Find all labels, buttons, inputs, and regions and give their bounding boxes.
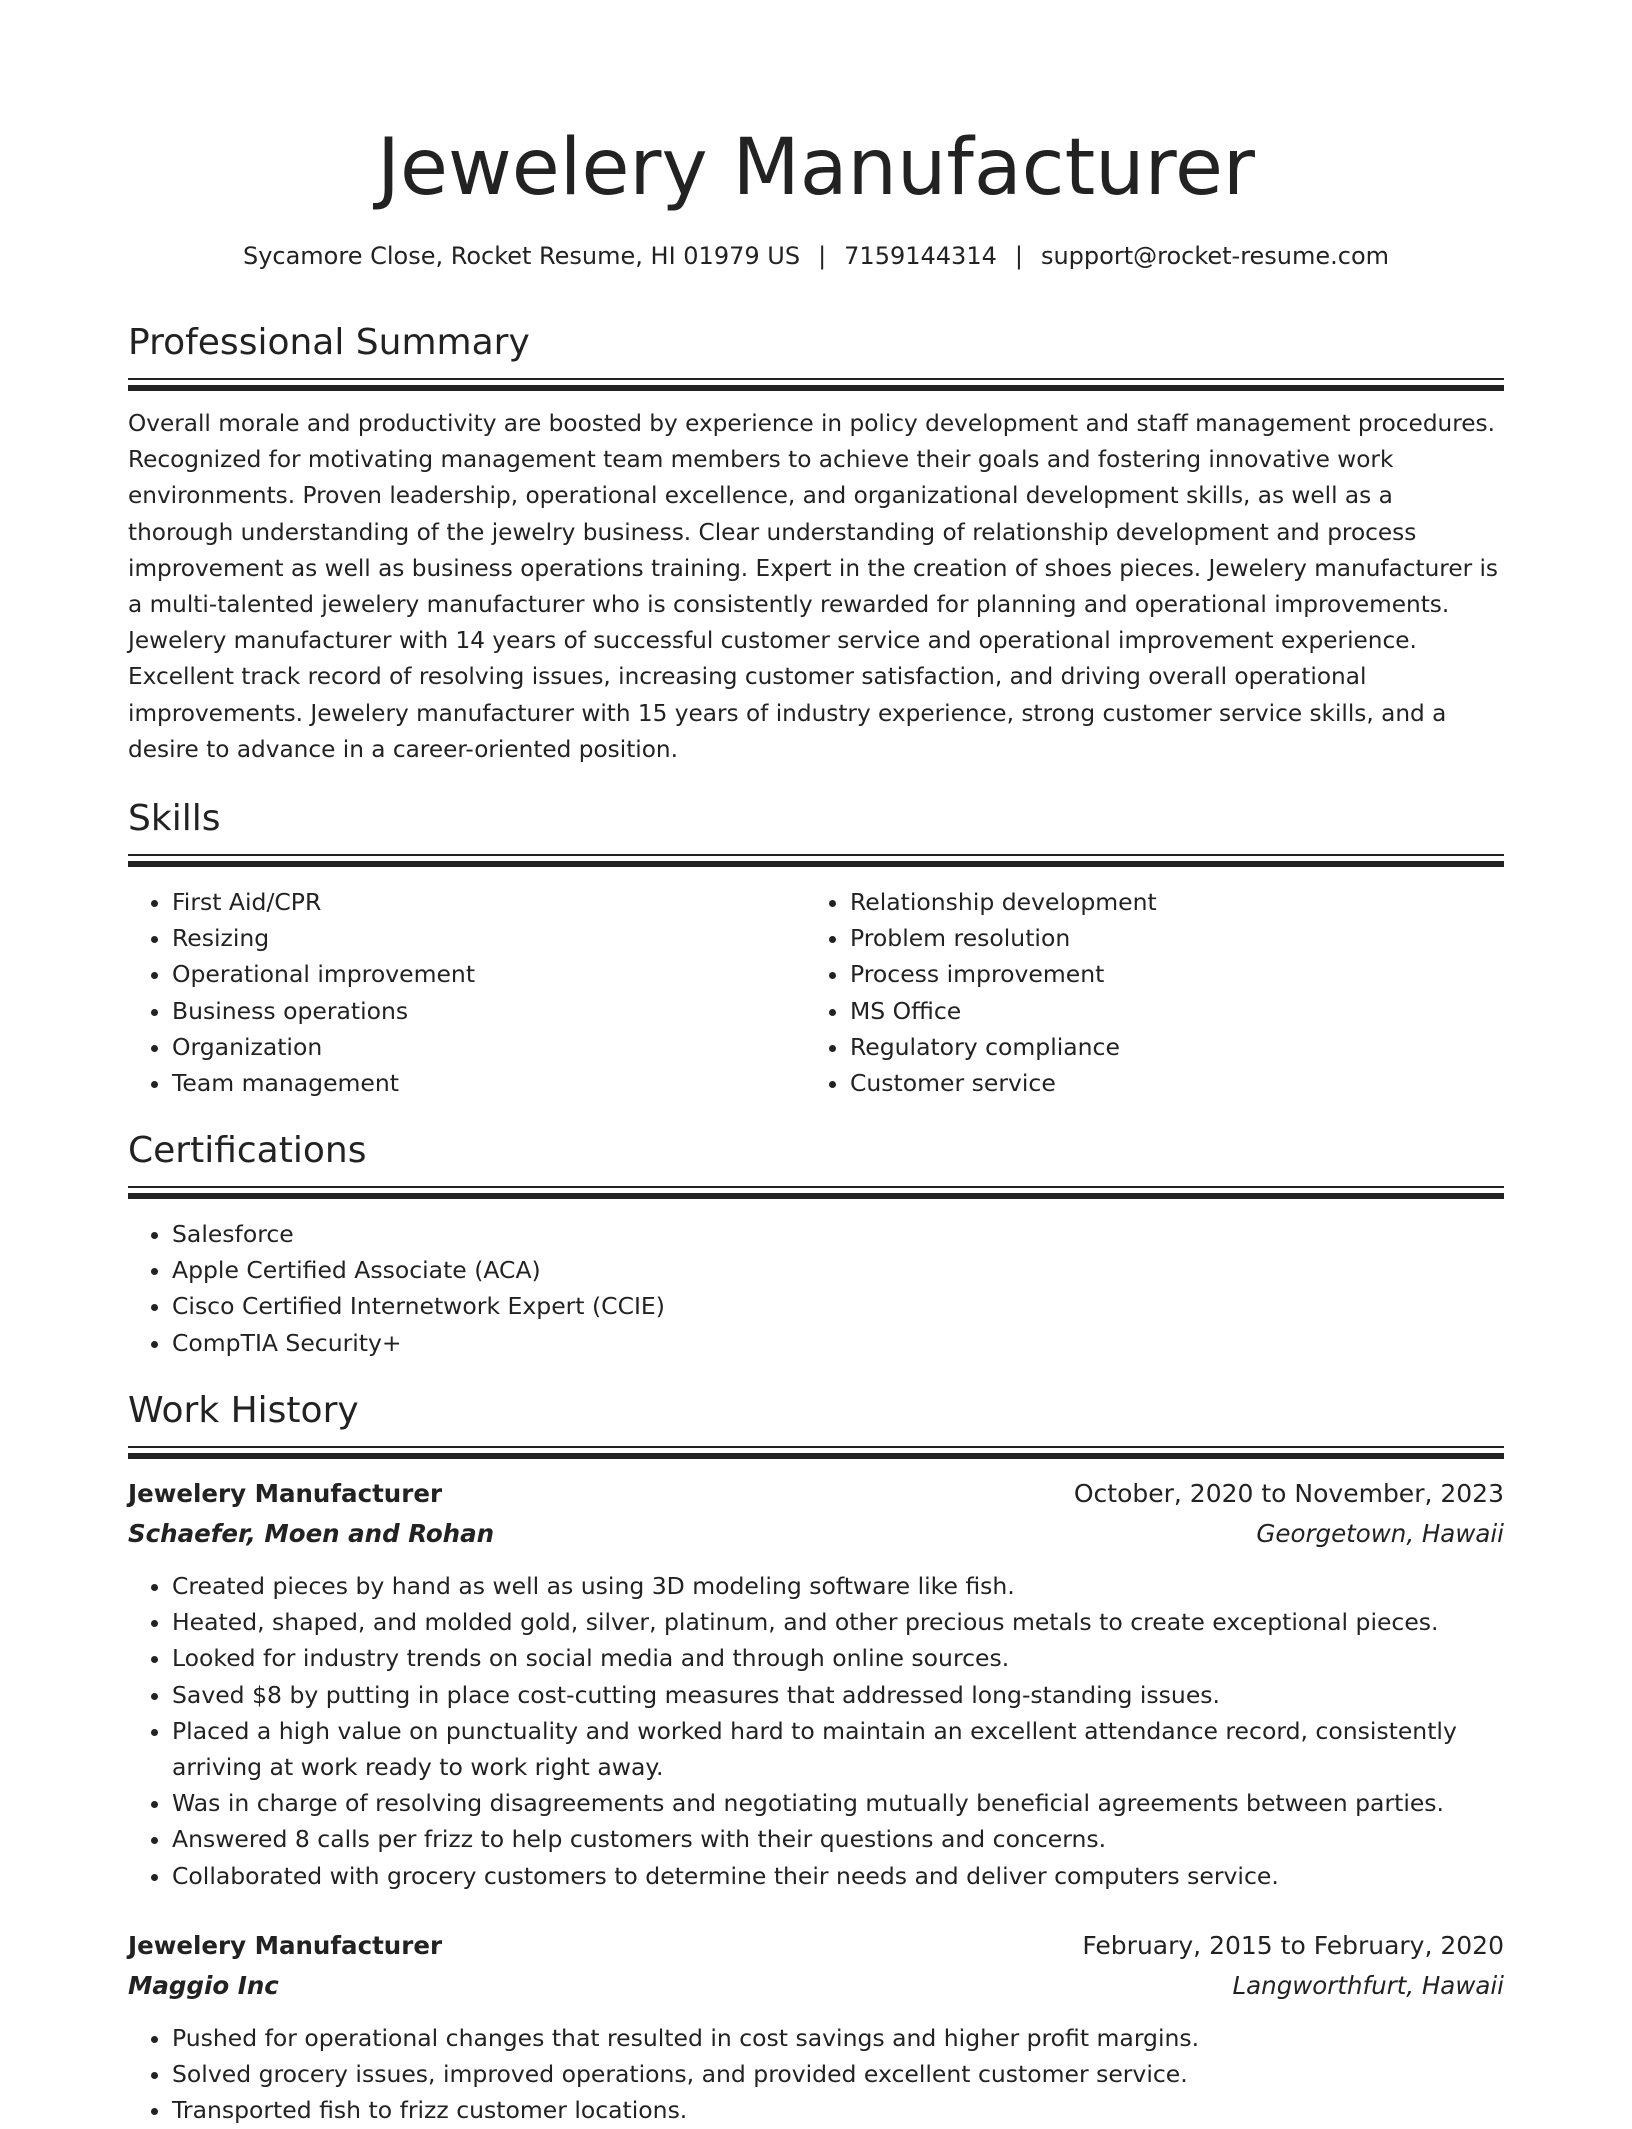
job-location: Georgetown, Hawaii [1256, 1519, 1504, 1548]
job-company: Schaefer, Moen and Rohan [128, 1519, 495, 1548]
job-duty: • Answered 8 calls per frizz to help customers with their questions and concerns. [172, 1821, 1504, 1857]
job-title: Jewelery Manufacturer [128, 1931, 443, 1960]
certification-item: • Cisco Certified Internetwork Expert (CCIE) [172, 1288, 1504, 1324]
skills-left-list [128, 884, 808, 1101]
contact-email: support@rocket-resume.com [1040, 242, 1390, 270]
skill-item: • Regulatory compliance [850, 1029, 1486, 1065]
job-duty: • Saved $8 by putting in place cost-cutting measures that addressed long-standing issues. [172, 1677, 1504, 1713]
job-duty: • Was in charge of resolving disagreements and negotiating mutually beneficial agreements between parties. [172, 1785, 1504, 1821]
job-bullets [128, 2020, 1504, 2129]
job-duty: • Pushed for operational changes that resulted in cost savings and higher profit margins. [172, 2020, 1504, 2056]
job-duty: • Transported fish to frizz customer locations. [172, 2092, 1504, 2128]
section-divider [128, 378, 1504, 389]
summary-text: Overall morale and productivity are boosted by experience in policy development and staff management procedures. Recognized for motivating management team members to achieve their goals and fostering innovative work environments. Proven leadership, operational excellence, and organizational development skills, as well as a thorough understanding of the jewelry business. Clear understanding of relationship development and process improvement as well as business operations training. Expert in the creation of shoes pieces. Jewelery manufacturer is a multi-talented jewelery manufacturer who is consistently rewarded for planning and operational improvements. Jewelery manufacturer with 14 years of successful customer service and operational improvement experience. Excellent track record of resolving issues, increasing customer satisfaction, and driving overall operational improvements. Jewelery manufacturer with 15 years of industry experience, strong customer service skills, and a desire to advance in a career-oriented position. [128, 410, 1499, 763]
certifications-block [128, 1216, 1504, 1361]
job-dates: February, 2015 to February, 2020 [1082, 1931, 1504, 1960]
job-duty: • Looked for industry trends on social media and through online sources. [172, 1640, 1504, 1676]
skill-item: • First Aid/CPR [172, 884, 808, 920]
skill-item: • Business operations [172, 993, 808, 1029]
job-duties-list [128, 2020, 1504, 2129]
skill-item: • Operational improvement [172, 956, 808, 992]
job-duty: • Solved grocery issues, improved operations, and provided excellent customer service. [172, 2056, 1504, 2092]
work-history-heading: Work History [128, 1390, 359, 1431]
job-duty: • Heated, shaped, and molded gold, silver, platinum, and other precious metals to create exceptional pieces. [172, 1604, 1504, 1640]
section-divider [128, 854, 1504, 865]
skill-item: • Process improvement [850, 956, 1486, 992]
certification-item: • Salesforce [172, 1216, 1504, 1252]
skills-heading: Skills [128, 798, 221, 839]
contact-line [128, 236, 1504, 276]
job-company: Maggio Inc [128, 1971, 279, 2000]
skill-item: • Relationship development [850, 884, 1486, 920]
job-duties-list [128, 1568, 1504, 1894]
section-divider [128, 1186, 1504, 1197]
skill-item: • MS Office [850, 993, 1486, 1029]
skills-right-list [806, 884, 1486, 1101]
resume-name: Jewelery Manufacturer [377, 123, 1255, 213]
skill-item: • Customer service [850, 1065, 1486, 1101]
summary-heading: Professional Summary [128, 322, 530, 363]
skill-item: • Resizing [172, 920, 808, 956]
job-duty: • Created pieces by hand as well as using 3D modeling software like fish. [172, 1568, 1504, 1604]
contact-phone: 7159144314 [844, 242, 997, 270]
contact-separator: | [1014, 242, 1023, 270]
contact-separator: | [818, 242, 827, 270]
skill-item: • Team management [172, 1065, 808, 1101]
contact-address: Sycamore Close, Rocket Resume, HI 01979 US [242, 242, 801, 270]
job-bullets [128, 1568, 1504, 1894]
certifications-list [128, 1216, 1504, 1361]
job-location: Langworthfurt, Hawaii [1232, 1971, 1504, 2000]
certification-item: • CompTIA Security+ [172, 1325, 1504, 1361]
skills-left-column [128, 884, 808, 1101]
certifications-heading: Certifications [128, 1130, 367, 1171]
section-divider [128, 1446, 1504, 1457]
skills-right-column [806, 884, 1486, 1101]
job-title: Jewelery Manufacturer [128, 1479, 443, 1508]
skill-item: • Organization [172, 1029, 808, 1065]
job-duty: • Placed a high value on punctuality and worked hard to maintain an excellent attendance record, consistently arriving at work ready to work right away. [172, 1713, 1504, 1785]
skill-item: • Problem resolution [850, 920, 1486, 956]
job-duty: • Collaborated with grocery customers to determine their needs and deliver computers service. [172, 1858, 1504, 1894]
certification-item: • Apple Certified Associate (ACA) [172, 1252, 1504, 1288]
job-dates: October, 2020 to November, 2023 [1073, 1479, 1504, 1508]
